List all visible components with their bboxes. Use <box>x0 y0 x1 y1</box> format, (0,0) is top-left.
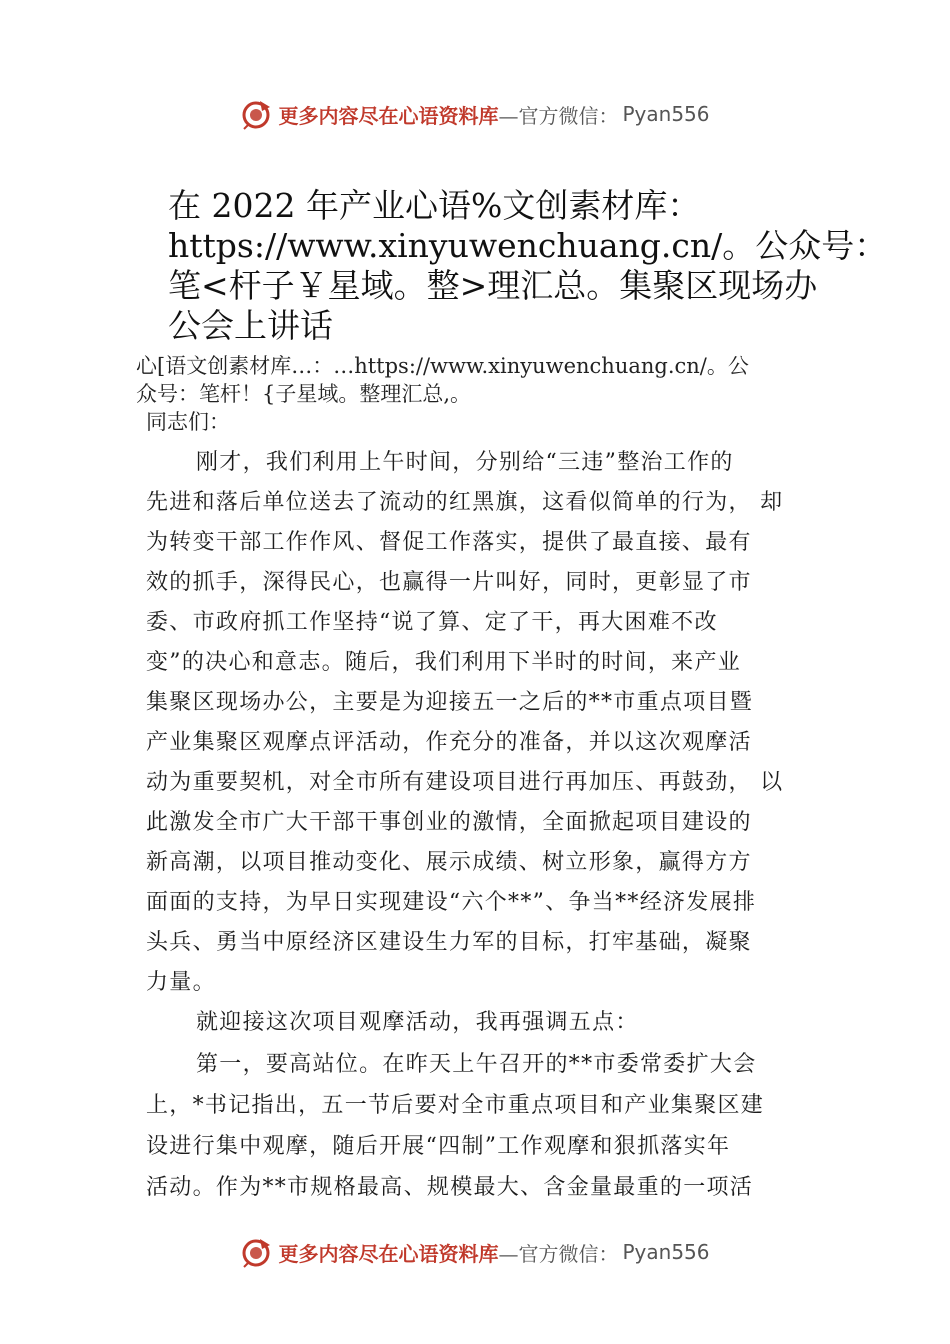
body-line: 设进行集中观摩，随后开展“四制”工作观摩和狠抓落实年 <box>146 1134 731 1159</box>
source-line: 众号：笔杆！{子星域。整理汇总,。 <box>136 382 472 406</box>
body-line: 面面的支持，为早日实现建设“六个**”、争当**经济发展排 <box>146 890 757 915</box>
body-line: 动为重要契机，对全市所有建设项目进行再加压、再鼓劲， 以 <box>146 770 784 795</box>
body-line: 刚才，我们利用上午时间，分别给“三违”整治工作的 <box>196 450 734 475</box>
body-line: 新高潮，以项目推动变化、展示成绩、树立形象，赢得方方 <box>146 850 752 875</box>
banner-content <box>240 1235 709 1269</box>
title-line: https://www.xinyuwenchuang.cn/。公众号： <box>168 226 888 265</box>
body-line: 变”的决心和意志。随后，我们利用下半时的时间，来产业 <box>146 650 742 675</box>
banner-label: —官方微信： <box>498 1241 619 1266</box>
logo-icon <box>240 97 274 131</box>
banner-title: 更多内容尽在心语资料库 <box>278 1241 499 1266</box>
body-line: 活动。作为**市规格最高、规模最大、含金量最重的一项活 <box>146 1175 754 1200</box>
body-line: 上，*书记指出，五一节后要对全市重点项目和产业集聚区建 <box>146 1093 765 1118</box>
title-line: 在 2022 年产业心语%文创素材库： <box>168 186 701 225</box>
title-line: 笔<杆子￥星域。整>理汇总。集聚区现场办 <box>168 266 818 305</box>
body-line: 先进和落后单位送去了流动的红黑旗，这看似简单的行为， 却 <box>146 490 784 515</box>
body-line: 就迎接这次项目观摩活动，我再强调五点： <box>196 1010 639 1035</box>
title-line: 公会上讲话 <box>168 306 333 345</box>
body-line: 产业集聚区观摩点评活动，作充分的准备，并以这次观摩活 <box>146 730 752 755</box>
banner-wechat-id: Pyan556 <box>622 1240 710 1264</box>
body-line: 此激发全市广大干部干事创业的激情，全面掀起项目建设的 <box>146 810 752 835</box>
banner-wechat-id: Pyan556 <box>622 102 710 126</box>
body-line: 委、市政府抓工作坚持“说了算、定了干，再大困难不改 <box>146 610 718 635</box>
logo-icon <box>240 1235 274 1269</box>
body-line: 头兵、勇当中原经济区建设生力军的目标，打牢基础，凝聚 <box>146 930 752 955</box>
source-line: 心[语文创素材库…：…https://www.xinyuwenchuang.cn/。公 <box>136 354 749 378</box>
body-line: 第一，要高站位。在昨天上午召开的**市委常委扩大会 <box>196 1052 757 1077</box>
body-line: 集聚区现场办公，主要是为迎接五一之后的**市重点项目暨 <box>146 690 754 715</box>
banner-content <box>240 97 709 131</box>
body-line: 效的抓手，深得民心，也赢得一片叫好，同时，更彰显了市 <box>146 570 752 595</box>
body-line: 力量。 <box>146 970 216 995</box>
banner-label: —官方微信： <box>498 103 619 128</box>
banner-title: 更多内容尽在心语资料库 <box>278 103 499 128</box>
greeting: 同志们： <box>146 410 230 434</box>
document-title <box>168 186 888 346</box>
footer-banner <box>0 1232 950 1272</box>
body-line: 为转变干部工作作风、督促工作落实，提供了最直接、最有 <box>146 530 752 555</box>
header-banner <box>0 94 950 134</box>
